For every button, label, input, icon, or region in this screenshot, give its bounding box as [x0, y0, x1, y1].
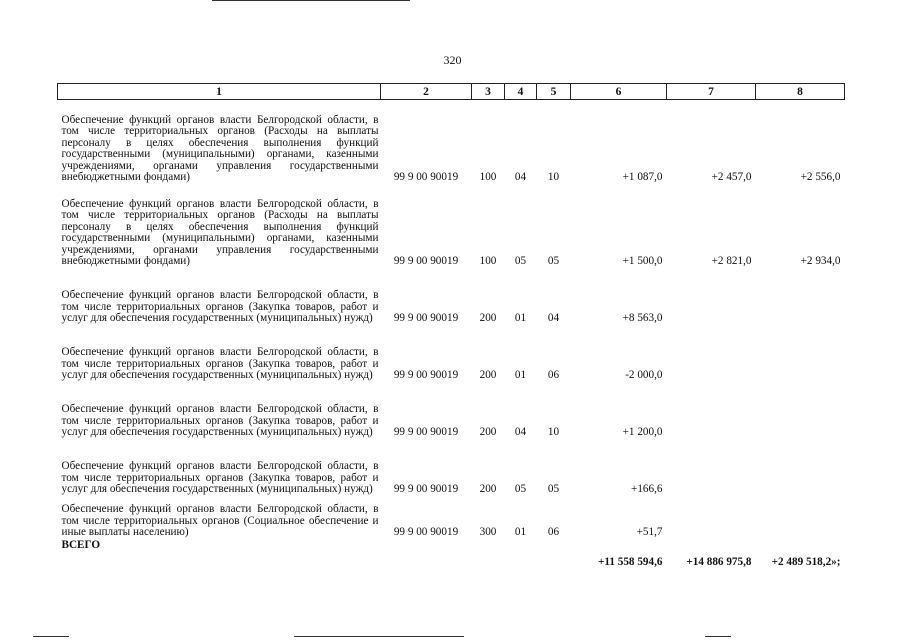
scan-line-top	[212, 0, 410, 1]
amount-col-7	[667, 382, 756, 439]
total-label: ВСЕГО	[61, 538, 101, 551]
section-code: 04	[514, 426, 527, 438]
total-amount-col-7: +14 886 975,8	[686, 555, 752, 568]
expense-type-code: 100	[479, 171, 497, 183]
expense-name: Обеспечение функций органов власти Белгородской области, в том числе территориальных органов (Закупка товаров, работ и услуг для обеспечения государственных (муниципальных) нужд)	[61, 346, 379, 381]
table-row	[58, 496, 845, 539]
target-article-code: 99 9 00 90019	[393, 255, 459, 267]
expense-name: Обеспечение функций органов власти Белгородской области, в том числе территориальных органов (Социальное обеспечение и иные выплаты населению)	[61, 503, 379, 538]
column-header-7: 7	[667, 84, 756, 100]
section-code: 04	[514, 171, 527, 183]
amount-col-6: +51,7	[636, 526, 663, 538]
table-body	[58, 100, 845, 573]
expense-name: Обеспечение функций органов власти Белгородской области, в том числе территориальных органов (Закупка товаров, работ и услуг для обеспечения государственных (муниципальных) нужд)	[61, 289, 379, 324]
amount-col-8: +2 934,0	[800, 255, 841, 267]
page-number: 320	[443, 53, 462, 67]
amount-col-6: +1 500,0	[622, 255, 663, 267]
amount-col-6: +1 200,0	[622, 426, 663, 438]
subsection-code: 10	[547, 171, 560, 183]
target-article-code: 99 9 00 90019	[393, 171, 459, 183]
expense-type-code: 200	[479, 369, 497, 381]
amount-col-6: +8 563,0	[622, 312, 663, 324]
column-header-4: 4	[505, 84, 537, 100]
column-header-5: 5	[537, 84, 571, 100]
table-row	[58, 439, 845, 496]
target-article-code: 99 9 00 90019	[393, 369, 459, 381]
expense-name: Обеспечение функций органов власти Белгородской области, в том числе территориальных органов (Закупка товаров, работ и услуг для обеспечения государственных (муниципальных) нужд)	[61, 460, 379, 495]
total-amount-col-6: +11 558 594,6	[598, 555, 663, 568]
target-article-code: 99 9 00 90019	[393, 312, 459, 324]
target-article-code: 99 9 00 90019	[393, 483, 459, 495]
amount-col-8	[756, 382, 845, 439]
subsection-code: 06	[547, 369, 560, 381]
expense-type-code: 300	[479, 526, 497, 538]
subsection-code: 05	[547, 483, 560, 495]
amount-col-7	[667, 496, 756, 539]
amount-col-7	[667, 325, 756, 382]
amount-col-6: +1 087,0	[622, 171, 663, 183]
table-header	[58, 84, 845, 100]
target-article-code: 99 9 00 90019	[393, 426, 459, 438]
amount-col-7: +2 821,0	[711, 255, 752, 267]
amount-col-7	[667, 439, 756, 496]
table-row	[58, 325, 845, 382]
expense-type-code: 200	[479, 426, 497, 438]
section-code: 05	[514, 255, 527, 267]
expense-name: Обеспечение функций органов власти Белгородской области, в том числе территориальных органов (Закупка товаров, работ и услуг для обеспечения государственных (муниципальных) нужд)	[61, 403, 379, 438]
amount-col-7	[667, 268, 756, 325]
amount-col-8	[756, 439, 845, 496]
expense-type-code: 200	[479, 483, 497, 495]
amount-col-8	[756, 268, 845, 325]
amount-col-8	[756, 325, 845, 382]
amount-col-7: +2 457,0	[711, 171, 752, 183]
table-row	[58, 100, 845, 184]
scan-line-bottom-left	[33, 636, 69, 637]
total-amount-col-8: +2 489 518,2»;	[771, 555, 841, 568]
table-row	[58, 268, 845, 325]
column-header-2: 2	[381, 84, 472, 100]
amount-col-6: +166,6	[631, 483, 663, 495]
amount-col-6: -2 000,0	[625, 369, 663, 381]
amount-col-8	[756, 496, 845, 539]
table-row	[58, 184, 845, 268]
table-row	[58, 382, 845, 439]
expense-type-code: 100	[479, 255, 497, 267]
expense-name: Обеспечение функций органов власти Белгородской области, в том числе территориальных органов (Расходы на выплаты персоналу в целях обеспечения выполнения функций государственными (муниципальными) органами, казенными учреждениями, органами управления государственными внебюджетными фондами)	[61, 113, 379, 183]
scan-line-bottom-mid	[294, 636, 464, 637]
section-code: 01	[514, 369, 527, 381]
column-header-1: 1	[58, 84, 381, 100]
column-header-3: 3	[472, 84, 505, 100]
expense-type-code: 200	[479, 312, 497, 324]
section-code: 05	[514, 483, 527, 495]
total-row	[58, 539, 845, 573]
budget-table	[57, 83, 845, 573]
subsection-code: 05	[547, 255, 560, 267]
section-code: 01	[514, 312, 527, 324]
amount-col-8: +2 556,0	[800, 171, 841, 183]
subsection-code: 04	[547, 312, 560, 324]
column-header-6: 6	[571, 84, 667, 100]
section-code: 01	[514, 526, 527, 538]
expense-name: Обеспечение функций органов власти Белгородской области, в том числе территориальных органов (Расходы на выплаты персоналу в целях обеспечения выполнения функций государственными (муниципальными) органами, казенными учреждениями, органами управления государственными внебюджетными фондами)	[61, 197, 379, 267]
target-article-code: 99 9 00 90019	[393, 526, 459, 538]
subsection-code: 06	[547, 526, 560, 538]
subsection-code: 10	[547, 426, 560, 438]
column-header-8: 8	[756, 84, 845, 100]
scan-line-bottom-right	[705, 636, 731, 637]
